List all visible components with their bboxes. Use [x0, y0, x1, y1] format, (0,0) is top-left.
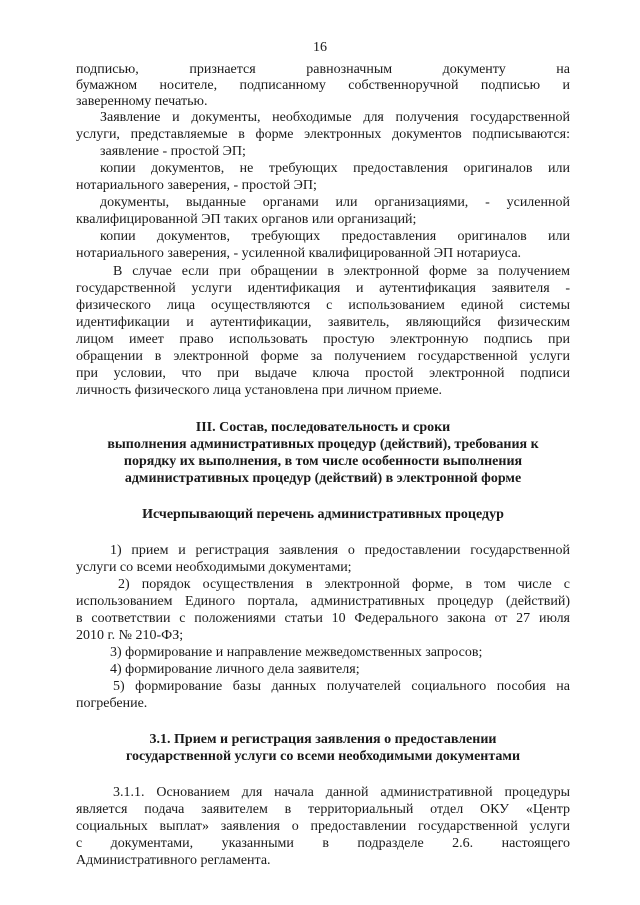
- intro-line: физического лица осуществляются с использованием единой системы: [76, 298, 570, 313]
- section-title-line: административных процедур (действий) в электронной форме: [124, 471, 522, 486]
- intro-line: В случае если при обращении в электронной форме за получением: [113, 264, 570, 279]
- paragraph-line: социальных выплат» заявления о предоставлении государственной услуги: [76, 819, 570, 834]
- list-line: 2010 г. № 210-ФЗ;: [76, 628, 184, 643]
- list-line: 1) прием и регистрация заявления о предоставлении государственной: [110, 543, 570, 558]
- list-heading: Исчерпывающий перечень административных процедур: [142, 507, 504, 522]
- intro-line: подписью, признается равнозначным документу на: [76, 62, 570, 77]
- intro-line: копии документов, требующих предоставления оригиналов или: [100, 229, 570, 244]
- paragraph-line: является подача заявителем в территориальный отдел ОКУ «Центр: [76, 802, 570, 817]
- section-title-line: выполнения административных процедур (действий), требования к: [107, 437, 539, 452]
- subsection-title-line: государственной услуги со всеми необходимыми документами: [125, 749, 521, 764]
- paragraph-line: с документами, указанными в подразделе 2.6. настоящего: [76, 836, 570, 851]
- list-line: 5) формирование базы данных получателей социального пособия на: [113, 679, 570, 694]
- section-title-line: порядку их выполнения, в том числе особенности выполнения: [123, 454, 523, 469]
- intro-line: заявление - простой ЭП;: [100, 144, 246, 159]
- intro-line: квалифицированной ЭП таких органов или организаций;: [76, 212, 417, 227]
- intro-line: личность физического лица установлена при личном приеме.: [76, 383, 443, 398]
- intro-line: нотариального заверения, - усиленной квалифицированной ЭП нотариуса.: [76, 246, 522, 261]
- list-line: услуги со всеми необходимыми документами;: [76, 560, 352, 575]
- list-line: 4) формирование личного дела заявителя;: [110, 662, 360, 677]
- intro-line: копии документов, не требующих предоставления оригиналов или: [100, 161, 570, 176]
- subsection-title-line: 3.1. Прием и регистрация заявления о предоставлении: [149, 732, 497, 747]
- intro-line: услуги, представляемые в форме электронных документов подписываются:: [76, 127, 570, 142]
- paragraph-line: Административного регламента.: [76, 853, 271, 868]
- intro-line: заверенному печатью.: [76, 94, 208, 109]
- intro-line: бумажном носителе, подписанному собственноручной подписью и: [76, 78, 570, 93]
- intro-line: обращении в электронной форме за получением государственной услуги: [76, 349, 570, 364]
- paragraph-line: 3.1.1. Основанием для начала данной административной процедуры: [113, 785, 570, 800]
- intro-line: при условии, что при выдаче ключа простой электронной подписи: [76, 366, 570, 381]
- list-line: погребение.: [76, 696, 148, 711]
- intro-line: государственной услуги идентификация и аутентификация заявителя -: [76, 281, 570, 296]
- intro-line: лицом имеет право использовать простую электронную подпись при: [76, 332, 570, 347]
- list-line: 2) порядок осуществления в электронной форме, в том числе с: [118, 577, 570, 592]
- intro-line: нотариального заверения, - простой ЭП;: [76, 178, 317, 193]
- page-number: 16: [313, 40, 327, 55]
- intro-line: Заявление и документы, необходимые для получения государственной: [100, 110, 570, 125]
- intro-line: идентификации и аутентификации, заявитель, являющийся физическим: [76, 315, 570, 330]
- list-line: использованием Единого портала, административных процедур (действий): [76, 594, 570, 609]
- section-title-line: III. Состав, последовательность и сроки: [195, 420, 451, 435]
- intro-line: документы, выданные органами или организациями, - усиленной: [100, 195, 570, 210]
- list-line: 3) формирование и направление межведомственных запросов;: [110, 645, 483, 660]
- list-line: в соответствии с положениями статьи 10 Федерального закона от 27 июля: [76, 611, 570, 626]
